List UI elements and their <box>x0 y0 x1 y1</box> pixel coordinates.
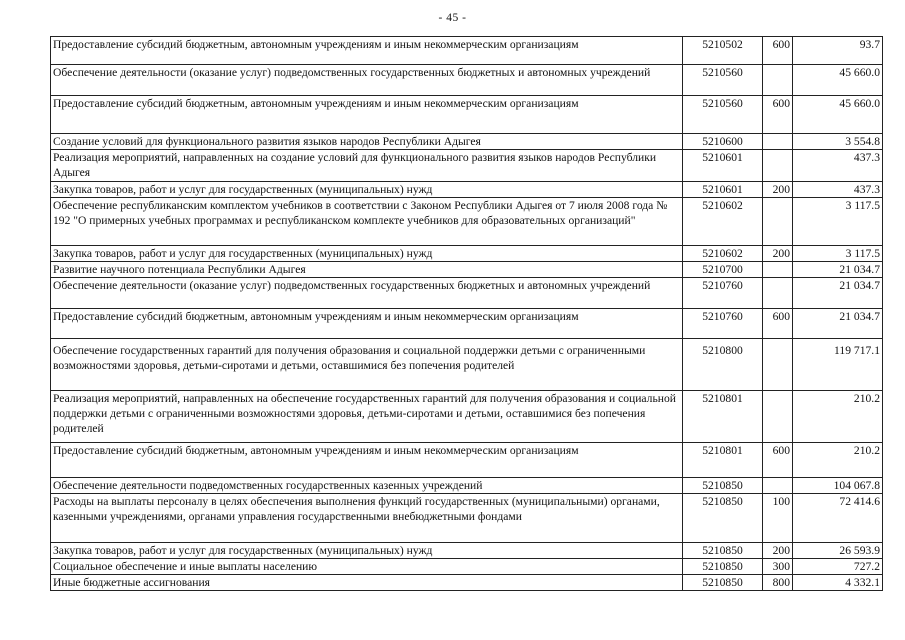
target-article-code: 5210602 <box>683 198 763 246</box>
amount-value: 21 034.7 <box>793 278 883 309</box>
table-row <box>51 96 883 134</box>
amount-value: 437.3 <box>793 182 883 198</box>
expense-type-code: 800 <box>763 575 793 591</box>
expense-type-code: 600 <box>763 96 793 134</box>
row-description: Обеспечение деятельности (оказание услуг) подведомственных государственных бюджетных и автономных учреждений <box>51 65 683 96</box>
table-row <box>51 37 883 65</box>
target-article-code: 5210560 <box>683 96 763 134</box>
table-row <box>51 65 883 96</box>
table-row <box>51 543 883 559</box>
row-description: Иные бюджетные ассигнования <box>51 575 683 591</box>
amount-value: 26 593.9 <box>793 543 883 559</box>
expense-type-code <box>763 198 793 246</box>
table-row <box>51 182 883 198</box>
row-description: Развитие научного потенциала Республики Адыгея <box>51 262 683 278</box>
row-description: Предоставление субсидий бюджетным, автономным учреждениям и иным некоммерческим организациям <box>51 96 683 134</box>
target-article-code: 5210560 <box>683 65 763 96</box>
row-description: Расходы на выплаты персоналу в целях обеспечения выполнения функций государственных (муниципальными) органами, казенными учреждениями, органами управления государственными внебюджетными фондами <box>51 494 683 543</box>
expense-type-code <box>763 150 793 182</box>
expense-type-code <box>763 391 793 443</box>
expense-type-code: 300 <box>763 559 793 575</box>
row-description: Обеспечение республиканским комплектом учебников в соответствии с Законом Республики Адыгея от 7 июля 2008 года № 192 "О примерных учебных программах и республиканском комплекте учебников для образовательных организаций" <box>51 198 683 246</box>
row-description: Обеспечение государственных гарантий для получения образования и социальной поддержки детьми с ограниченными возможностями здоровья, детьми-сиротами и детьми, оставшимися без попечения родителей <box>51 339 683 391</box>
target-article-code: 5210602 <box>683 246 763 262</box>
row-description: Социальное обеспечение и иные выплаты населению <box>51 559 683 575</box>
row-description: Обеспечение деятельности (оказание услуг) подведомственных государственных бюджетных и автономных учреждений <box>51 278 683 309</box>
table-row <box>51 246 883 262</box>
target-article-code: 5210850 <box>683 478 763 494</box>
amount-value: 3 117.5 <box>793 198 883 246</box>
row-description: Реализация мероприятий, направленных на обеспечение государственных гарантий для получения образования и социальной поддержки детьми с ограниченными возможностями здоровья, детьми-сиротами и детьми, оставшимися без попечения родителей <box>51 391 683 443</box>
amount-value: 727.2 <box>793 559 883 575</box>
row-description: Предоставление субсидий бюджетным, автономным учреждениям и иным некоммерческим организациям <box>51 443 683 478</box>
amount-value: 4 332.1 <box>793 575 883 591</box>
amount-value: 21 034.7 <box>793 309 883 339</box>
target-article-code: 5210601 <box>683 150 763 182</box>
table-row <box>51 478 883 494</box>
amount-value: 3 117.5 <box>793 246 883 262</box>
expense-type-code: 600 <box>763 443 793 478</box>
table-row <box>51 309 883 339</box>
target-article-code: 5210850 <box>683 575 763 591</box>
row-description: Предоставление субсидий бюджетным, автономным учреждениям и иным некоммерческим организациям <box>51 309 683 339</box>
amount-value: 104 067.8 <box>793 478 883 494</box>
table-row <box>51 262 883 278</box>
budget-table <box>50 36 883 591</box>
table-row <box>51 278 883 309</box>
table-row <box>51 494 883 543</box>
expense-type-code <box>763 339 793 391</box>
page-number: - 45 - <box>438 12 467 24</box>
target-article-code: 5210700 <box>683 262 763 278</box>
expense-type-code <box>763 134 793 150</box>
row-description: Закупка товаров, работ и услуг для государственных (муниципальных) нужд <box>51 543 683 559</box>
target-article-code: 5210801 <box>683 391 763 443</box>
table-row <box>51 198 883 246</box>
expense-type-code <box>763 278 793 309</box>
table-row <box>51 134 883 150</box>
table-row <box>51 150 883 182</box>
expense-type-code: 600 <box>763 37 793 65</box>
amount-value: 210.2 <box>793 391 883 443</box>
amount-value: 21 034.7 <box>793 262 883 278</box>
amount-value: 437.3 <box>793 150 883 182</box>
row-description: Создание условий для функционального развития языков народов Республики Адыгея <box>51 134 683 150</box>
target-article-code: 5210800 <box>683 339 763 391</box>
target-article-code: 5210601 <box>683 182 763 198</box>
expense-type-code: 200 <box>763 246 793 262</box>
amount-value: 210.2 <box>793 443 883 478</box>
expense-type-code: 600 <box>763 309 793 339</box>
target-article-code: 5210801 <box>683 443 763 478</box>
target-article-code: 5210850 <box>683 543 763 559</box>
table-row <box>51 339 883 391</box>
expense-type-code <box>763 478 793 494</box>
table-row <box>51 559 883 575</box>
table-row <box>51 575 883 591</box>
amount-value: 45 660.0 <box>793 96 883 134</box>
amount-value: 45 660.0 <box>793 65 883 96</box>
expense-type-code <box>763 65 793 96</box>
expense-type-code: 200 <box>763 182 793 198</box>
expense-type-code <box>763 262 793 278</box>
table-row <box>51 443 883 478</box>
expense-type-code: 200 <box>763 543 793 559</box>
amount-value: 93.7 <box>793 37 883 65</box>
row-description: Предоставление субсидий бюджетным, автономным учреждениям и иным некоммерческим организациям <box>51 37 683 65</box>
target-article-code: 5210850 <box>683 559 763 575</box>
expense-type-code: 100 <box>763 494 793 543</box>
target-article-code: 5210760 <box>683 278 763 309</box>
target-article-code: 5210600 <box>683 134 763 150</box>
target-article-code: 5210502 <box>683 37 763 65</box>
row-description: Закупка товаров, работ и услуг для государственных (муниципальных) нужд <box>51 246 683 262</box>
amount-value: 119 717.1 <box>793 339 883 391</box>
target-article-code: 5210850 <box>683 494 763 543</box>
table-row <box>51 391 883 443</box>
amount-value: 3 554.8 <box>793 134 883 150</box>
row-description: Реализация мероприятий, направленных на создание условий для функционального развития языков народов Республики Адыгея <box>51 150 683 182</box>
row-description: Закупка товаров, работ и услуг для государственных (муниципальных) нужд <box>51 182 683 198</box>
row-description: Обеспечение деятельности подведомственных государственных казенных учреждений <box>51 478 683 494</box>
target-article-code: 5210760 <box>683 309 763 339</box>
amount-value: 72 414.6 <box>793 494 883 543</box>
